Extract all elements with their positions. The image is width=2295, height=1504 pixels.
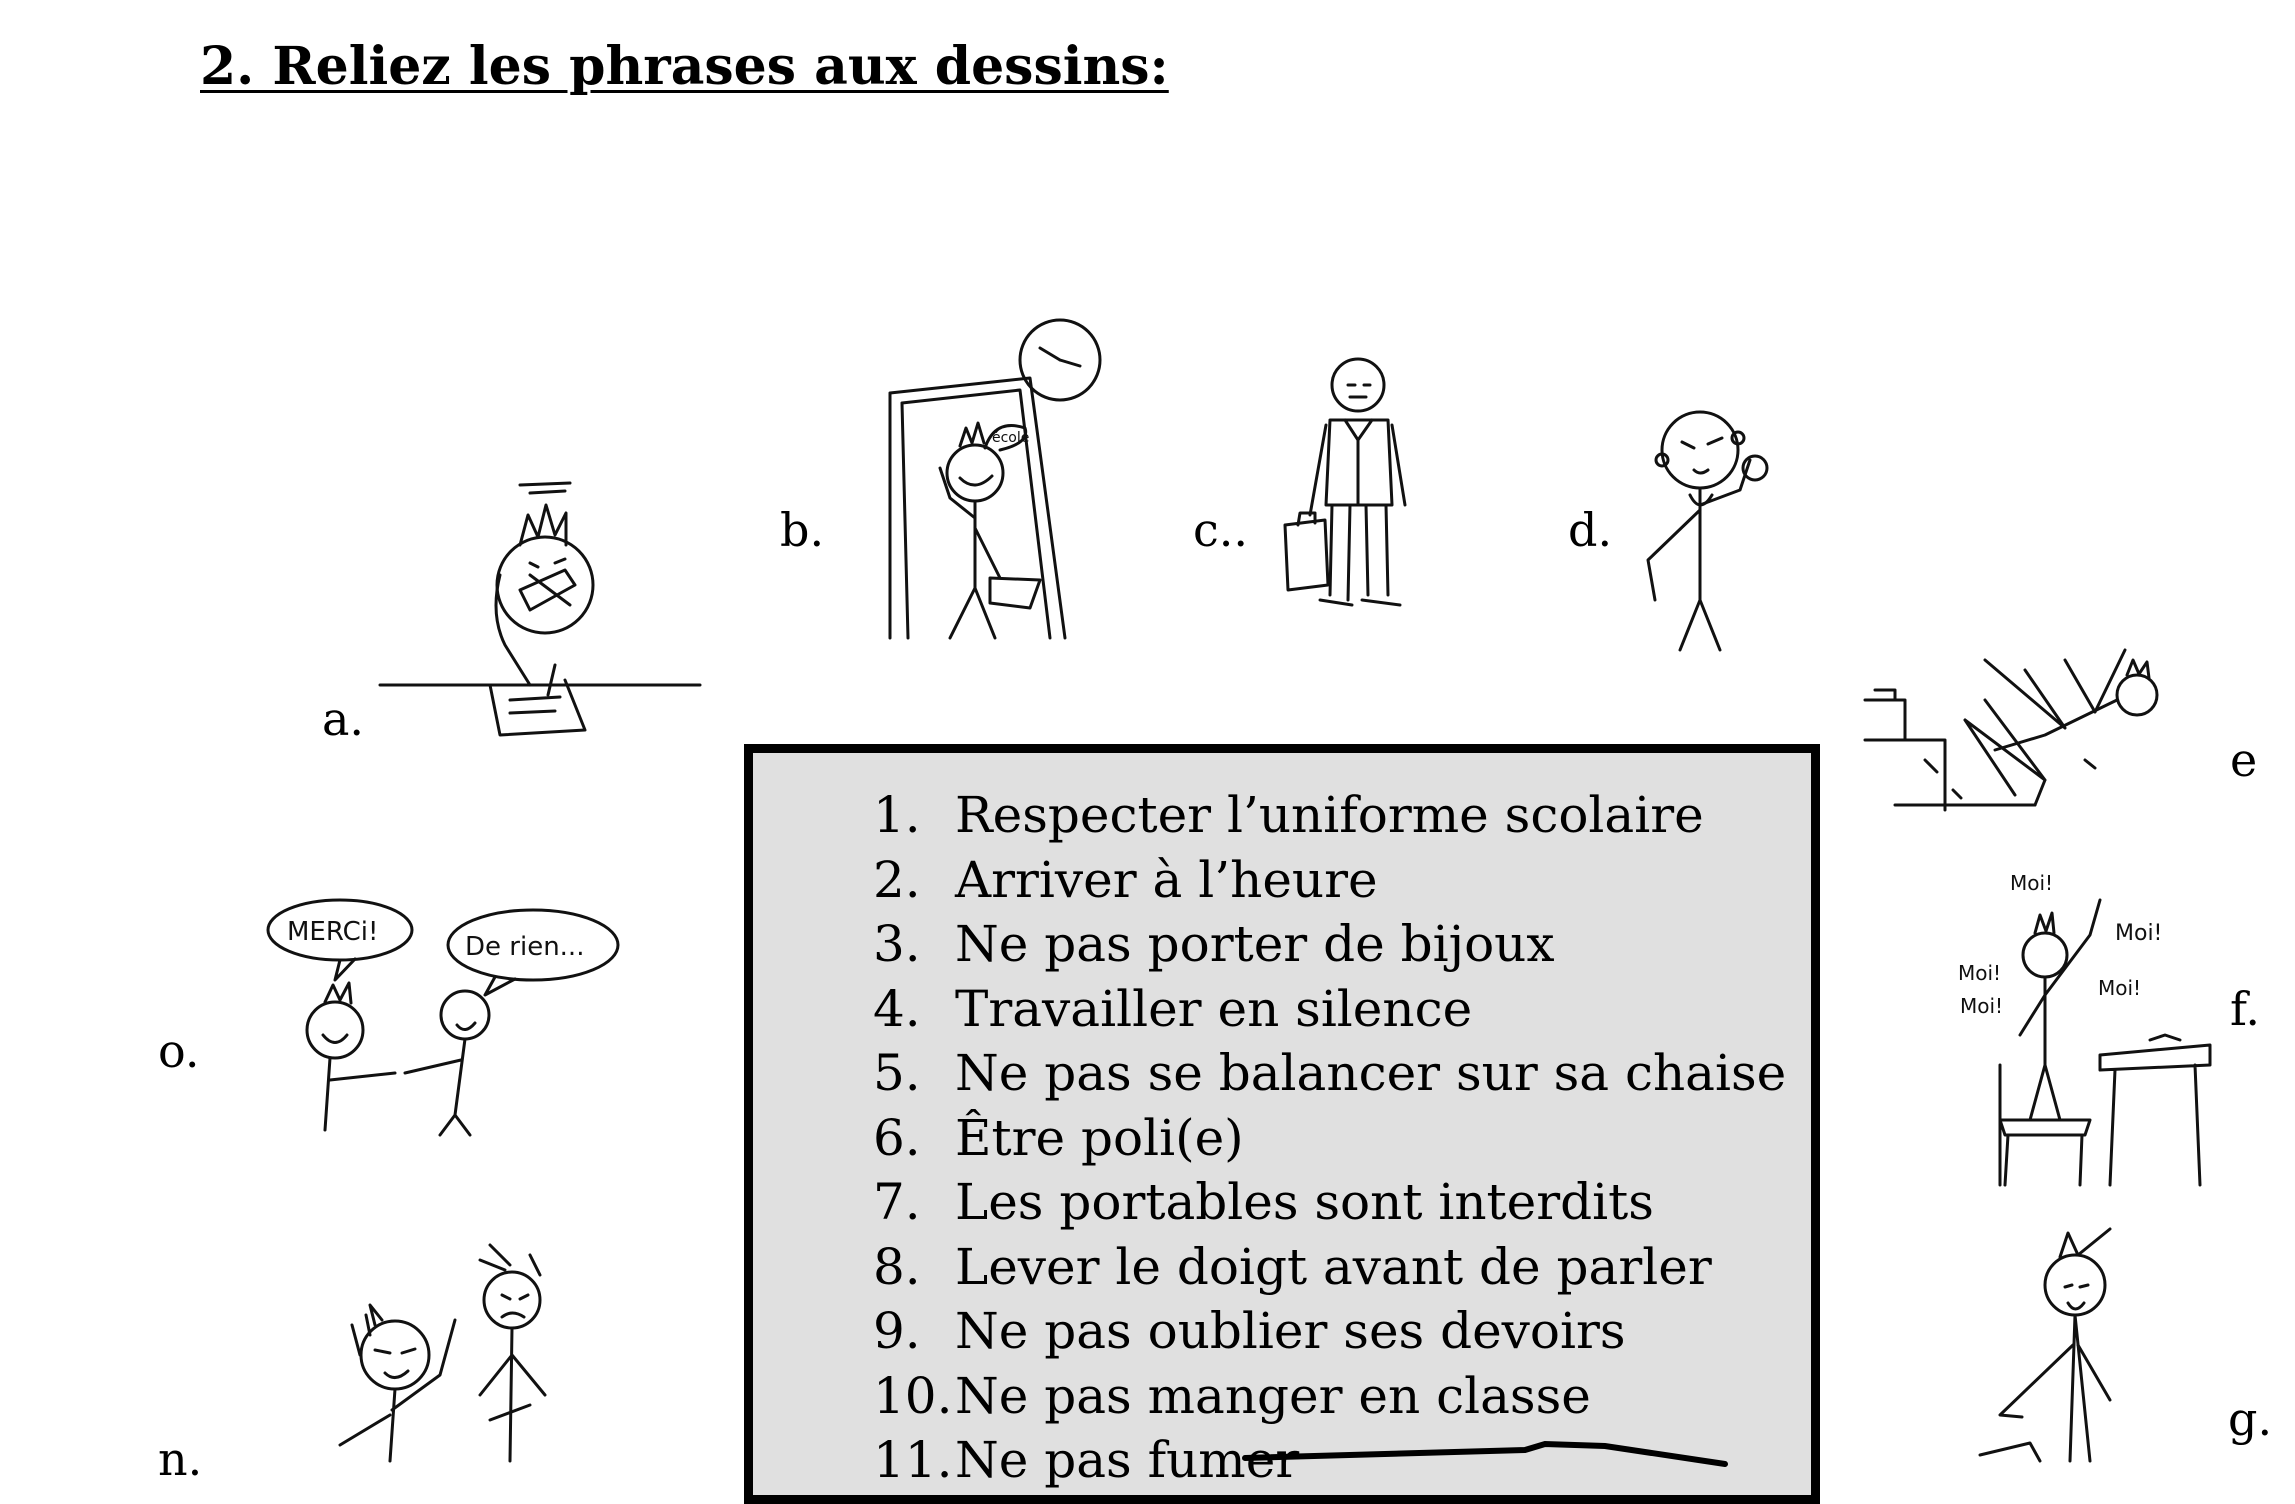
rule-item — [873, 912, 1786, 977]
rules-list — [873, 783, 1786, 1493]
rule-item — [873, 1041, 1786, 1106]
rule-item — [873, 1106, 1786, 1171]
rule-number: 1. — [873, 786, 921, 844]
drawing-o-polite — [265, 895, 620, 1135]
rule-item — [873, 1170, 1786, 1235]
bubble-merci: MERCi! — [287, 917, 379, 947]
drawing-b-on-time — [880, 318, 1120, 638]
rule-number: 8. — [873, 1237, 921, 1296]
rule-item — [873, 1364, 1786, 1429]
drawing-c-uniform — [1270, 355, 1440, 615]
drawing-a-silence — [380, 475, 710, 735]
rule-text: Ne pas fumer — [955, 1431, 1300, 1489]
rule-number: 2. — [873, 850, 921, 909]
rule-number: 6. — [873, 1108, 921, 1167]
label-e: e — [2230, 733, 2258, 787]
rule-text: Ne pas manger en classe — [955, 1366, 1591, 1425]
rule-text: Être poli(e) — [955, 1108, 1244, 1167]
label-b: b. — [780, 503, 825, 557]
label-d: d. — [1568, 503, 1613, 557]
rule-number: 7. — [873, 1173, 921, 1231]
rules-box — [744, 744, 1820, 1504]
rule-text: Travailler en silence — [955, 979, 1473, 1038]
rule-number: 4. — [873, 979, 921, 1038]
rule-number: 11. — [873, 1431, 953, 1489]
drawing-n-phone — [330, 1245, 580, 1461]
rule-text: Ne pas porter de bijoux — [955, 915, 1555, 973]
bubble-moi-1: Moi! — [2010, 871, 2054, 895]
drawing-g-homework — [1960, 1225, 2190, 1461]
rule-number: 10. — [873, 1366, 953, 1425]
drawing-e-chair — [1865, 640, 2195, 810]
bubble-moi-2: Moi! — [2115, 921, 2163, 946]
bubble-moi-3: Moi! — [2098, 976, 2142, 1000]
rule-item — [873, 977, 1786, 1042]
svg-text:école: école — [992, 430, 1030, 446]
label-o: o. — [158, 1024, 200, 1078]
rule-number: 9. — [873, 1302, 921, 1360]
bubble-de-rien: De rien... — [465, 932, 585, 962]
rule-item — [873, 848, 1786, 913]
rule-text: Les portables sont interdits — [955, 1173, 1654, 1231]
drawing-d-jewellery — [1630, 400, 1790, 650]
rule-text: Ne pas oublier ses devoirs — [955, 1302, 1626, 1360]
rule-text: Ne pas se balancer sur sa chaise — [955, 1044, 1787, 1102]
rule-text: Arriver à l’heure — [955, 850, 1378, 909]
rule-text: Lever le doigt avant de parler — [955, 1237, 1712, 1296]
rule-item — [873, 1299, 1786, 1364]
label-f: f. — [2230, 982, 2261, 1036]
rule-item — [873, 783, 1786, 848]
drawing-f-raise-hand — [1950, 865, 2220, 1185]
exercise-title: 2. Reliez les phrases aux dessins: — [200, 36, 1169, 97]
label-a: a. — [322, 692, 365, 746]
rule-item — [873, 1235, 1786, 1300]
label-n: n. — [158, 1432, 203, 1486]
label-c: c.. — [1193, 503, 1249, 557]
scribble-line — [1245, 1432, 1725, 1472]
bubble-moi-5: Moi! — [1960, 994, 2004, 1018]
bubble-moi-4: Moi! — [1958, 961, 2002, 985]
label-g: g. — [2228, 1392, 2273, 1446]
rule-number: 3. — [873, 915, 921, 973]
rule-text: Respecter l’uniforme scolaire — [955, 786, 1704, 844]
rule-number: 5. — [873, 1044, 921, 1102]
